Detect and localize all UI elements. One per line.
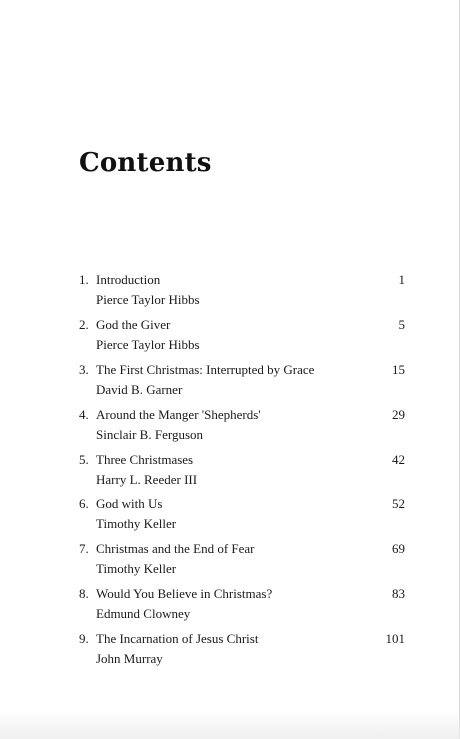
page-number: 15 <box>392 361 405 377</box>
chapter-author: Sinclair B. Ferguson <box>96 426 204 442</box>
page-number: 5 <box>398 316 405 332</box>
toc-entry[interactable] <box>79 585 405 630</box>
chapter-number: 7. <box>79 541 89 557</box>
chapter-number: 1. <box>79 272 89 287</box>
chapter-number: 6. <box>79 496 89 512</box>
page-bottom-shadow <box>0 711 460 739</box>
chapter-title: Christmas and the End of Fear <box>96 541 255 557</box>
chapter-author: Pierce Taylor Hibbs <box>96 292 200 307</box>
page-number: 83 <box>392 586 405 602</box>
chapter-number: 5. <box>79 451 89 467</box>
chapter-number: 2. <box>79 316 89 332</box>
toc-entry[interactable] <box>79 451 405 496</box>
toc-entry[interactable] <box>79 495 405 540</box>
toc-entry[interactable] <box>79 406 405 451</box>
chapter-author: Timothy Keller <box>96 561 177 577</box>
chapter-author: Pierce Taylor Hibbs <box>96 336 200 352</box>
page-number: 29 <box>392 406 405 422</box>
chapter-number: 3. <box>79 361 89 377</box>
toc-entry[interactable] <box>79 271 405 316</box>
toc-entry[interactable] <box>79 361 405 406</box>
table-of-contents <box>79 271 405 675</box>
page-number: 42 <box>392 451 405 467</box>
chapter-number: 4. <box>79 406 89 422</box>
chapter-author: John Murray <box>96 651 163 667</box>
toc-entry[interactable] <box>79 630 405 675</box>
chapter-title: Three Christmases <box>96 451 194 467</box>
chapter-title: The First Christmas: Interrupted by Grace <box>96 361 315 377</box>
chapter-author: Harry L. Reeder III <box>96 471 198 487</box>
chapter-author: Edmund Clowney <box>96 606 191 622</box>
chapter-title: God with Us <box>96 496 163 512</box>
page-title: Contents <box>79 148 212 178</box>
page-number: 1 <box>398 272 405 287</box>
page-number: 69 <box>392 541 405 557</box>
chapter-author: Timothy Keller <box>96 516 177 532</box>
chapter-title: The Incarnation of Jesus Christ <box>96 631 259 647</box>
chapter-number: 9. <box>79 631 89 647</box>
toc-entry[interactable] <box>79 540 405 585</box>
chapter-title: Would You Believe in Christmas? <box>96 586 273 602</box>
chapter-title: Introduction <box>96 272 161 287</box>
chapter-author: David B. Garner <box>96 381 183 397</box>
page-number: 52 <box>392 496 405 512</box>
toc-entry[interactable] <box>79 316 405 361</box>
page-number: 101 <box>385 631 405 647</box>
chapter-number: 8. <box>79 586 89 602</box>
chapter-title: Around the Manger 'Shepherds' <box>96 406 261 422</box>
chapter-title: God the Giver <box>96 316 171 332</box>
